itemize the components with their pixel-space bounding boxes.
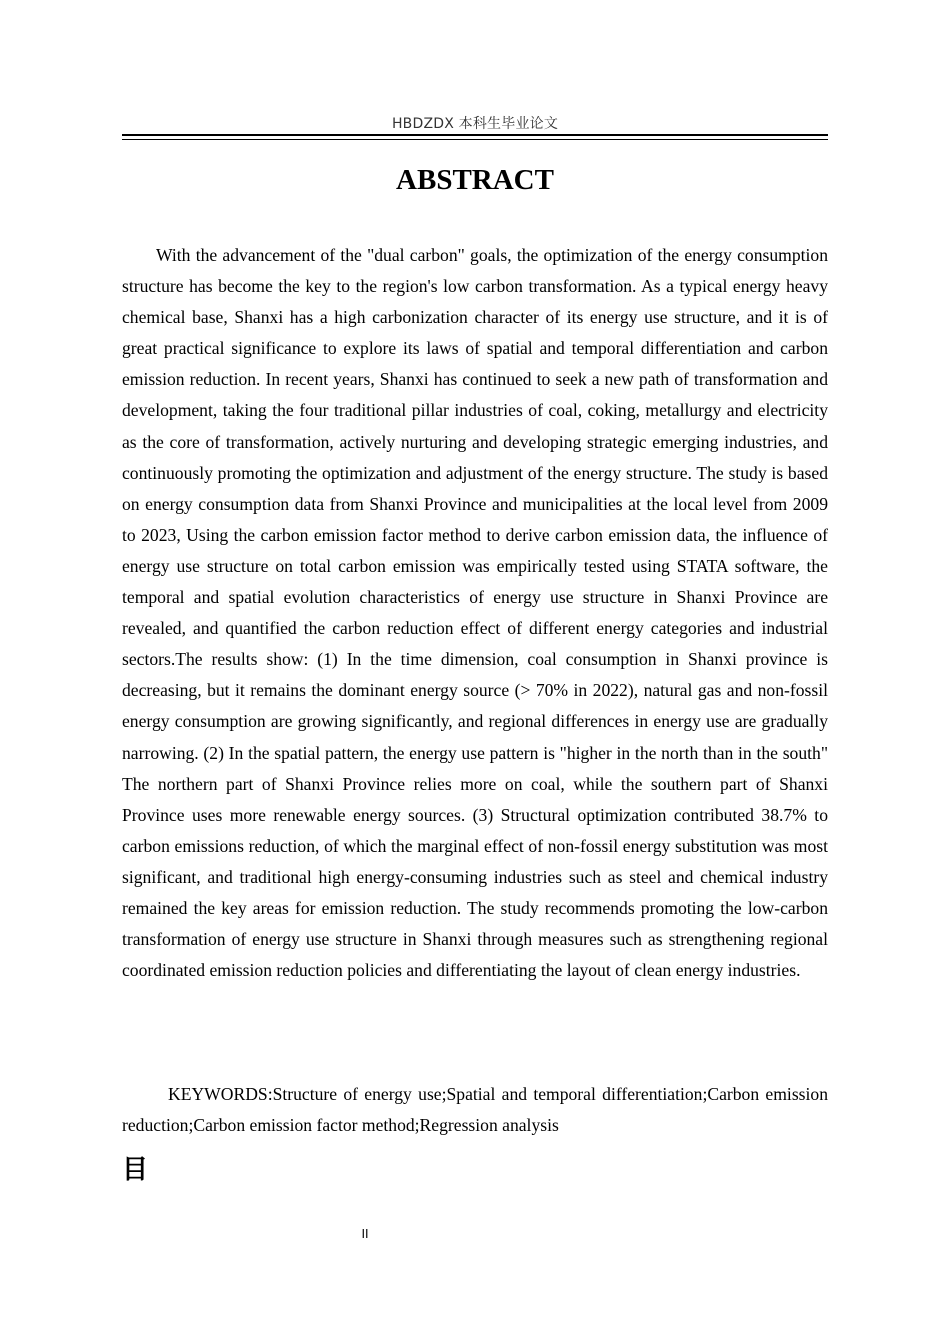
- header-rule-thick: [122, 134, 828, 136]
- header-rule-thin: [122, 139, 828, 140]
- abstract-paragraph: With the advancement of the "dual carbon" goals, the optimization of the energy consumption structure has become the key to the region's low carbon transformation. As a typical energy heavy chemical base, Shanxi has a high carbonization character of its energy use structure, and it is of great practical significance to explore its laws of spatial and temporal differentiation and carbon emission reduction. In recent years, Shanxi has continued to seek a new path of transformation and development, taking the four traditional pillar industries of coal, coking, metallurgy and electricity as the core of transformation, actively nurturing and developing strategic emerging industries, and continuously promoting the optimization and adjustment of the energy structure. The study is based on energy consumption data from Shanxi Province and municipalities at the local level from 2009 to 2023, Using the carbon emission factor method to derive carbon emission data, the influence of energy use structure on total carbon emission was empirically tested using STATA software, the temporal and spatial evolution characteristics of energy use structure in Shanxi Province are revealed, and quantified the carbon reduction effect of different energy categories and industrial sectors.The results show: (1) In the time dimension, coal consumption in Shanxi province is decreasing, but it remains the dominant energy source (> 70% in 2022), natural gas and non-fossil energy consumption are growing significantly, and regional differences in energy use are gradually narrowing. (2) In the spatial pattern, the energy use pattern is "higher in the north than in the south" The northern part of Shanxi Province relies more on coal, while the southern part of Shanxi Province uses more renewable energy sources. (3) Structural optimization contributed 38.7% to carbon emissions reduction, of which the marginal effect of non-fossil energy substitution was most significant, and traditional high energy-consuming industries such as steel and chemical industry remained the key areas for emission reduction. The study recommends promoting the low-carbon transformation of energy use structure in Shanxi through measures such as strengthening regional coordinated emission reduction policies and differentiating the layout of clean energy industries.: [122, 245, 828, 981]
- page-number: II: [361, 1227, 369, 1241]
- toc-heading: 目: [122, 1155, 149, 1185]
- abstract-body: [122, 240, 828, 986]
- abstract-title: ABSTRACT: [396, 164, 554, 196]
- keywords-line: KEYWORDS:Structure of energy use;Spatial and temporal differentiation;Carbon emission reduction;Carbon emission factor method;Regression analysis: [122, 1084, 828, 1135]
- running-header: HBDZDX 本科生毕业论文: [391, 116, 559, 132]
